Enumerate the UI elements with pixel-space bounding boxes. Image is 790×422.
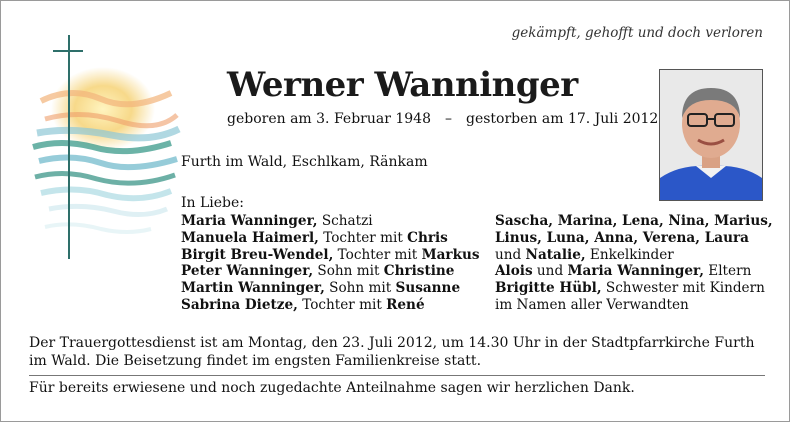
list-item: Maria Wanninger, Schatzi — [181, 213, 373, 229]
date-separator: – — [444, 111, 452, 127]
list-item: Brigitte Hübl, Schwester mit Kindern — [495, 280, 765, 297]
list-item: Martin Wanninger, Sohn mit Susanne — [181, 280, 461, 297]
funeral-service-text: Der Trauergottesdienst ist am Montag, den 23. Juli 2012, um 14.30 Uhr in der Stadtpfarrkirche Furth im Wald. Die Beisetzung findet im engsten Familienkreise statt. — [29, 335, 755, 369]
list-item: Linus, Luna, Anna, Verena, Laura — [495, 229, 749, 246]
list-item: Alois und Maria Wanninger, Eltern — [495, 263, 752, 280]
list-item: Manuela Haimerl, Tochter mit Chris — [181, 229, 448, 246]
list-item: Sascha, Marina, Lena, Nina, Marius, — [495, 213, 773, 229]
list-item: Sabrina Dietze, Tochter mit René — [181, 296, 425, 313]
mourners-list-left — [181, 213, 480, 314]
mourners-list-right — [495, 213, 773, 314]
deceased-name: Werner Wanninger — [227, 65, 578, 105]
divider — [29, 375, 765, 376]
portrait-image — [660, 70, 762, 200]
places: Furth im Wald, Eschlkam, Ränkam — [181, 154, 428, 170]
thanks-text: Für bereits erwiesene und noch zugedachte Anteilnahme sagen wir herzlichen Dank. — [29, 380, 635, 396]
life-dates — [227, 111, 658, 127]
list-item: Peter Wanninger, Sohn mit Christine — [181, 263, 455, 280]
cross-sunset-illustration — [31, 31, 181, 261]
list-item: und Natalie, Enkelkinder — [495, 246, 674, 263]
motto: gekämpft, gehofft und doch verloren — [511, 25, 763, 41]
list-item: im Namen aller Verwandten — [495, 296, 689, 313]
birth-date: geboren am 3. Februar 1948 — [227, 111, 431, 127]
in-love-heading: In Liebe: — [181, 195, 245, 211]
list-item: Birgit Breu-Wendel, Tochter mit Markus — [181, 246, 480, 263]
death-date: gestorben am 17. Juli 2012 — [465, 111, 659, 127]
portrait-photo — [659, 69, 763, 201]
